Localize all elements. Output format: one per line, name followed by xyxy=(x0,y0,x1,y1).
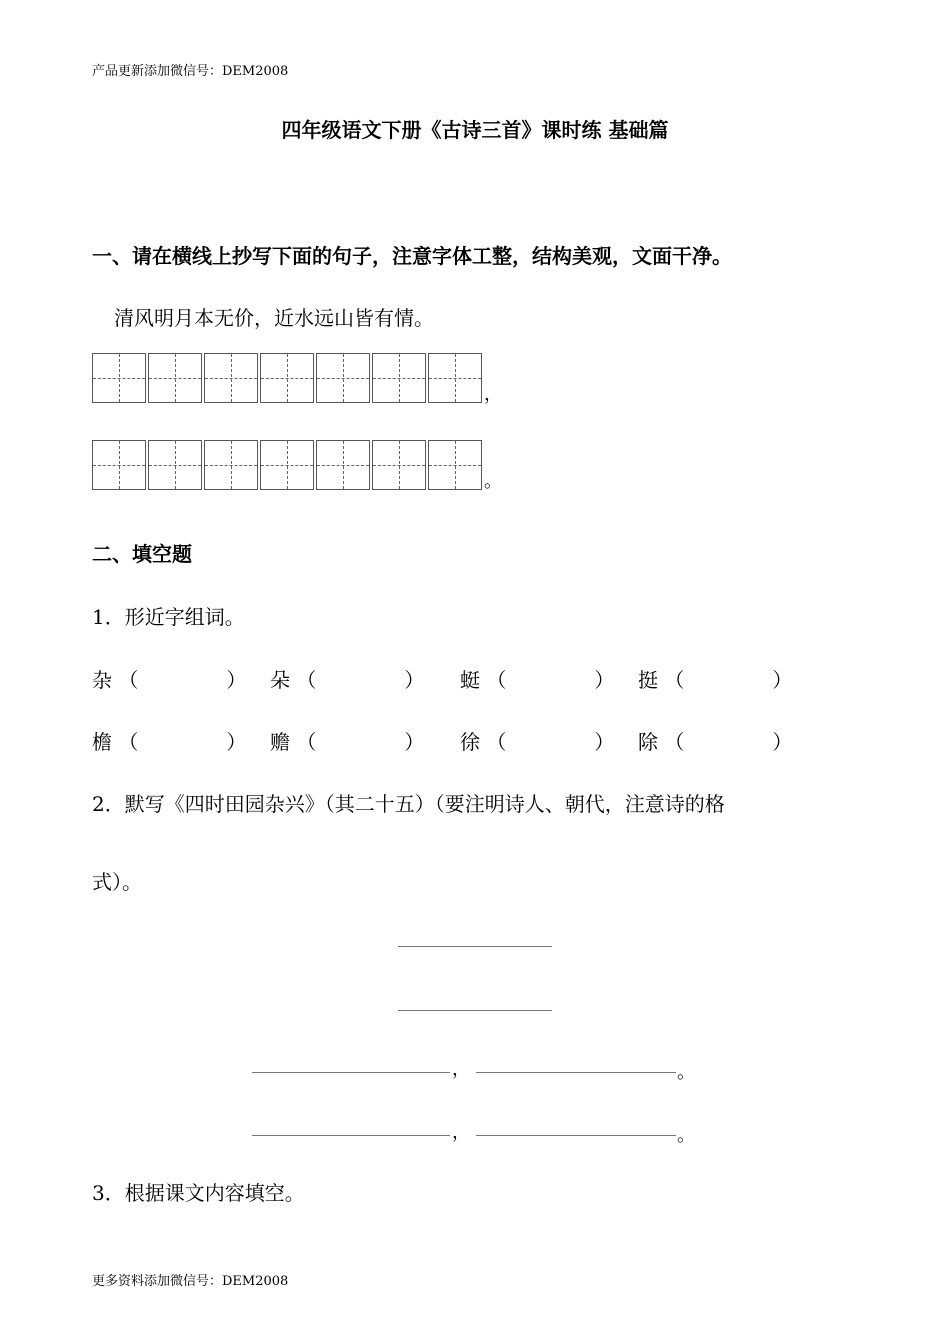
grid-row-1-punct: ， xyxy=(484,384,502,405)
word-group[interactable] xyxy=(638,664,792,693)
section1-heading: 一、请在横线上抄写下面的句子，注意字体工整，结构美观，文面干净。 xyxy=(92,244,732,268)
poet-dynasty-blank[interactable] xyxy=(398,1010,552,1011)
poem-line-blank[interactable] xyxy=(476,1072,676,1073)
poem-period: 。 xyxy=(677,1125,695,1146)
word-char: 朵 xyxy=(270,668,290,692)
writing-cell[interactable] xyxy=(372,440,426,490)
grid-row-2-punct: 。 xyxy=(484,471,502,492)
word-group[interactable] xyxy=(270,726,424,755)
word-char: 杂 xyxy=(92,668,112,692)
word-group[interactable] xyxy=(460,664,614,693)
q1-label: 1．形近字组词。 xyxy=(92,605,245,629)
writing-cell[interactable] xyxy=(260,353,314,403)
word-char: 檐 xyxy=(92,730,112,754)
writing-cell[interactable] xyxy=(316,440,370,490)
word-group[interactable] xyxy=(92,726,246,755)
close-paren: ） xyxy=(226,730,247,754)
writing-cell[interactable] xyxy=(260,440,314,490)
writing-cell[interactable] xyxy=(92,440,146,490)
writing-cell[interactable] xyxy=(428,440,482,490)
open-paren: （ xyxy=(118,730,139,754)
poem-line-blank[interactable] xyxy=(252,1135,450,1136)
close-paren: ） xyxy=(404,668,425,692)
writing-cell[interactable] xyxy=(92,353,146,403)
word-group[interactable] xyxy=(460,726,614,755)
close-paren: ） xyxy=(226,668,247,692)
open-paren: （ xyxy=(664,668,685,692)
writing-cell[interactable] xyxy=(148,353,202,403)
q2-prompt-line2: 式）。 xyxy=(92,870,142,894)
writing-grid-row-2 xyxy=(92,440,484,490)
poem-comma: ， xyxy=(452,1059,470,1080)
writing-cell[interactable] xyxy=(204,353,258,403)
word-group[interactable] xyxy=(270,664,424,693)
copy-sentence: 清风明月本无价，近水远山皆有情。 xyxy=(114,306,434,330)
word-char: 赡 xyxy=(270,730,290,754)
word-char: 除 xyxy=(638,730,658,754)
section2-heading: 二、填空题 xyxy=(92,542,192,566)
header-note: 产品更新添加微信号：DEM2008 xyxy=(92,64,289,79)
close-paren: ） xyxy=(772,730,793,754)
q2-prompt-line1: 2．默写《四时田园杂兴》（其二十五）（要注明诗人、朝代，注意诗的格 xyxy=(92,792,725,816)
poem-comma: ， xyxy=(452,1122,470,1143)
close-paren: ） xyxy=(594,730,615,754)
word-char: 挺 xyxy=(638,668,658,692)
word-char: 徐 xyxy=(460,730,480,754)
open-paren: （ xyxy=(664,730,685,754)
footer-note: 更多资料添加微信号：DEM2008 xyxy=(92,1274,289,1289)
writing-grid-row-1 xyxy=(92,353,484,403)
writing-cell[interactable] xyxy=(428,353,482,403)
writing-cell[interactable] xyxy=(316,353,370,403)
poem-line-blank[interactable] xyxy=(476,1135,676,1136)
open-paren: （ xyxy=(486,668,507,692)
writing-cell[interactable] xyxy=(204,440,258,490)
close-paren: ） xyxy=(772,668,793,692)
open-paren: （ xyxy=(296,668,317,692)
word-char: 蜓 xyxy=(460,668,480,692)
word-group[interactable] xyxy=(92,664,246,693)
open-paren: （ xyxy=(296,730,317,754)
poem-line-blank[interactable] xyxy=(252,1072,450,1073)
word-group[interactable] xyxy=(638,726,792,755)
poem-period: 。 xyxy=(677,1062,695,1083)
writing-cell[interactable] xyxy=(372,353,426,403)
poem-title-blank[interactable] xyxy=(398,946,552,947)
close-paren: ） xyxy=(594,668,615,692)
writing-cell[interactable] xyxy=(148,440,202,490)
q3-label: 3．根据课文内容填空。 xyxy=(92,1181,305,1205)
document-title: 四年级语文下册《古诗三首》课时练 基础篇 xyxy=(281,118,669,142)
open-paren: （ xyxy=(486,730,507,754)
close-paren: ） xyxy=(404,730,425,754)
open-paren: （ xyxy=(118,668,139,692)
